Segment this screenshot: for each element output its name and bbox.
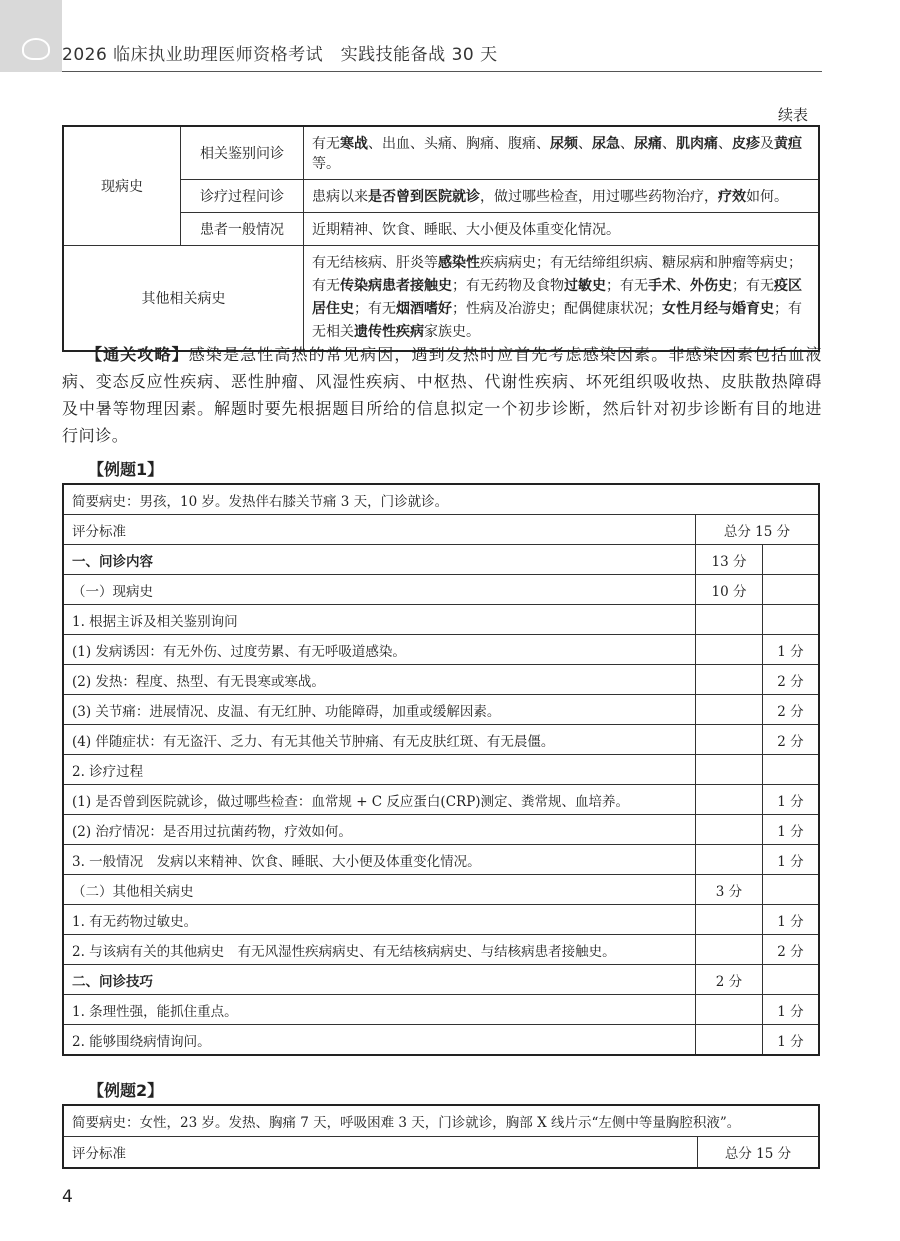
criteria-text: （二）其他相关病史 [63,875,696,905]
history-category: 现病史 [63,126,181,246]
criteria-text: 2. 能够围绕病情询问。 [63,1025,696,1056]
table-row [63,755,819,785]
table-row [63,995,819,1025]
criteria-text: 3. 一般情况 发病以来精神、饮食、睡眠、大小便及体重变化情况。 [63,845,696,875]
table-row [63,1025,819,1056]
other-history-content [304,246,820,352]
table-row [63,875,819,905]
scoring-rows [63,545,819,1056]
keyword-text: 传染病患者接触史 [340,278,452,294]
section-score [696,995,763,1025]
body-text: 家族史。 [424,324,480,340]
criteria-text: (2) 治疗情况：是否用过抗菌药物，疗效如何。 [63,815,696,845]
item-score [763,755,820,785]
table-row [63,935,819,965]
table-row [63,635,819,665]
continuation-label: 续表 [777,106,808,124]
body-text: 患病以来 [312,189,368,205]
keyword-text: 皮疹 [732,136,760,152]
item-score: 2 分 [763,695,820,725]
table-row [63,545,819,575]
logo-icon [22,38,50,60]
criteria-text: 1. 根据主诉及相关鉴别询问 [63,605,696,635]
item-score: 1 分 [763,635,820,665]
table-row [63,845,819,875]
table-row [63,126,819,180]
section-score: 13 分 [696,545,763,575]
criteria-text: 二、问诊技巧 [63,965,696,995]
row-label: 诊疗过程问诊 [181,180,304,213]
criteria-text: 2. 与该病有关的其他病史 有无风湿性疾病病史、有无结核病病史、与结核病患者接触史。 [63,935,696,965]
table-row [63,965,819,995]
table-row [63,1105,819,1137]
table-row [63,246,819,352]
item-score: 1 分 [763,785,820,815]
body-text: 、 [620,136,634,152]
keyword-text: 尿频 [550,136,578,152]
example1-table [62,483,820,1056]
criteria-text: 2. 诊疗过程 [63,755,696,785]
total-score: 总分 15 分 [696,515,820,545]
item-score [763,545,820,575]
body-text: ；有无 [606,278,648,294]
table-row [63,515,819,545]
page-number: 4 [62,1187,73,1207]
tip-tag: 【通关攻略】 [86,345,189,364]
body-text: 、 [662,136,676,152]
section-score [696,605,763,635]
criteria-text: (1) 发病诱因：有无外伤、过度劳累、有无呼吸道感染。 [63,635,696,665]
body-text: 、出血、头痛、胸痛、腹痛、 [368,136,550,152]
brief-history: 简要病史：男孩，10 岁。发热伴右膝关节痛 3 天，门诊就诊。 [63,484,819,515]
other-history-label: 其他相关病史 [63,246,304,352]
brief-history: 简要病史：女性，23 岁。发热、胸痛 7 天，呼吸困难 3 天，门诊就诊，胸部 X 线片示“左侧中等量胸腔积液”。 [63,1105,819,1137]
table-row [63,665,819,695]
row-content [304,213,820,246]
item-score: 1 分 [763,845,820,875]
total-score: 总分 15 分 [698,1137,820,1169]
section-score [696,635,763,665]
row-label: 患者一般情况 [181,213,304,246]
example2-table [62,1104,820,1169]
table-row [63,484,819,515]
table-row [63,695,819,725]
criteria-text: (2) 发热：程度、热型、有无畏寒或寒战。 [63,665,696,695]
item-score [763,965,820,995]
body-text: 如何。 [746,189,788,205]
keyword-text: 女性月经与婚育史 [662,301,774,317]
criteria-text: 一、问诊内容 [63,545,696,575]
item-score [763,605,820,635]
section-score [696,935,763,965]
criteria-text: 1. 条理性强，能抓住重点。 [63,995,696,1025]
keyword-text: 外伤史 [690,278,732,294]
section-score [696,725,763,755]
table-row [63,1137,819,1169]
section-score [696,695,763,725]
keyword-text: 过敏史 [564,278,606,294]
criteria-text: 1. 有无药物过敏史。 [63,905,696,935]
table-row [63,905,819,935]
example2-title: 【例题2】 [88,1081,164,1100]
section-score [696,905,763,935]
section-score [696,755,763,785]
page-header: 2026 临床执业助理医师资格考试 实践技能备战 30 天 [62,45,498,65]
table-row [63,785,819,815]
table-row [63,815,819,845]
body-text: 、 [578,136,592,152]
body-text: 疾病病史；有无结缔组织病、糖尿病和肿瘤等病史；有无 [312,255,802,294]
example1-title: 【例题1】 [88,460,164,479]
row-label: 相关鉴别问诊 [181,126,304,180]
history-table [62,125,820,352]
keyword-text: 手术 [648,278,676,294]
table-row [63,605,819,635]
body-text: 有无结核病、肝炎等 [312,255,438,271]
item-score: 2 分 [763,665,820,695]
table-row [63,575,819,605]
criteria-text: (4) 伴随症状：有无盗汗、乏力、有无其他关节肿痛、有无皮肤红斑、有无晨僵。 [63,725,696,755]
keyword-text: 感染性 [438,255,480,271]
keyword-text: 是否曾到医院就诊 [368,189,480,205]
criteria-text: (1) 是否曾到医院就诊，做过哪些检查：血常规 + C 反应蛋白(CRP)测定、粪常规、血培养。 [63,785,696,815]
row-content [304,180,820,213]
section-score: 3 分 [696,875,763,905]
item-score [763,575,820,605]
strategy-tip [62,341,822,449]
keyword-text: 疗效 [718,189,746,205]
item-score: 1 分 [763,905,820,935]
header-rule [62,71,822,72]
row-content [304,126,820,180]
criteria-text: (3) 关节痛：进展情况、皮温、有无红肿、功能障碍，加重或缓解因素。 [63,695,696,725]
body-text: ；性病及冶游史；配偶健康状况； [452,301,662,317]
item-score: 2 分 [763,725,820,755]
body-text: 等。 [312,156,340,172]
keyword-text: 黄疸 [774,136,802,152]
body-text: ；有无相关 [312,301,802,340]
criteria-label: 评分标准 [63,1137,698,1169]
section-score [696,845,763,875]
keyword-text: 遗传性疾病 [354,324,424,340]
item-score: 1 分 [763,1025,820,1056]
body-text: ；有无 [732,278,774,294]
section-score [696,665,763,695]
section-score: 2 分 [696,965,763,995]
body-text: 及 [760,136,774,152]
body-text: ；有无 [354,301,396,317]
keyword-text: 烟酒嗜好 [396,301,452,317]
body-text: 、 [718,136,732,152]
section-score [696,1025,763,1056]
keyword-text: 肌肉痛 [676,136,718,152]
body-text: ，做过哪些检查，用过哪些药物治疗， [480,189,718,205]
item-score: 1 分 [763,815,820,845]
keyword-text: 寒战 [340,136,368,152]
item-score: 1 分 [763,995,820,1025]
keyword-text: 疫区居住史 [312,278,802,317]
keyword-text: 尿急 [592,136,620,152]
body-text: ；有无药物及食物 [452,278,564,294]
section-score [696,785,763,815]
body-text: 近期精神、饮食、睡眠、大小便及体重变化情况。 [312,222,620,238]
criteria-label: 评分标准 [63,515,696,545]
criteria-text: （一）现病史 [63,575,696,605]
keyword-text: 尿痛 [634,136,662,152]
tip-text: 感染是急性高热的常见病因，遇到发热时应首先考虑感染因素。非感染因素包括血液病、变态反应性疾病、恶性肿瘤、风湿性疾病、中枢热、代谢性疾病、坏死组织吸收热、皮肤散热障碍及中暑等物理因素。解题时要先根据题目所给的信息拟定一个初步诊断，然后针对初步诊断有目的地进行问诊。 [62,345,822,445]
item-score: 2 分 [763,935,820,965]
section-score: 10 分 [696,575,763,605]
item-score [763,875,820,905]
body-text: 、 [676,278,690,294]
table-row [63,725,819,755]
corner-tab [0,0,62,72]
body-text: 有无 [312,136,340,152]
section-score [696,815,763,845]
